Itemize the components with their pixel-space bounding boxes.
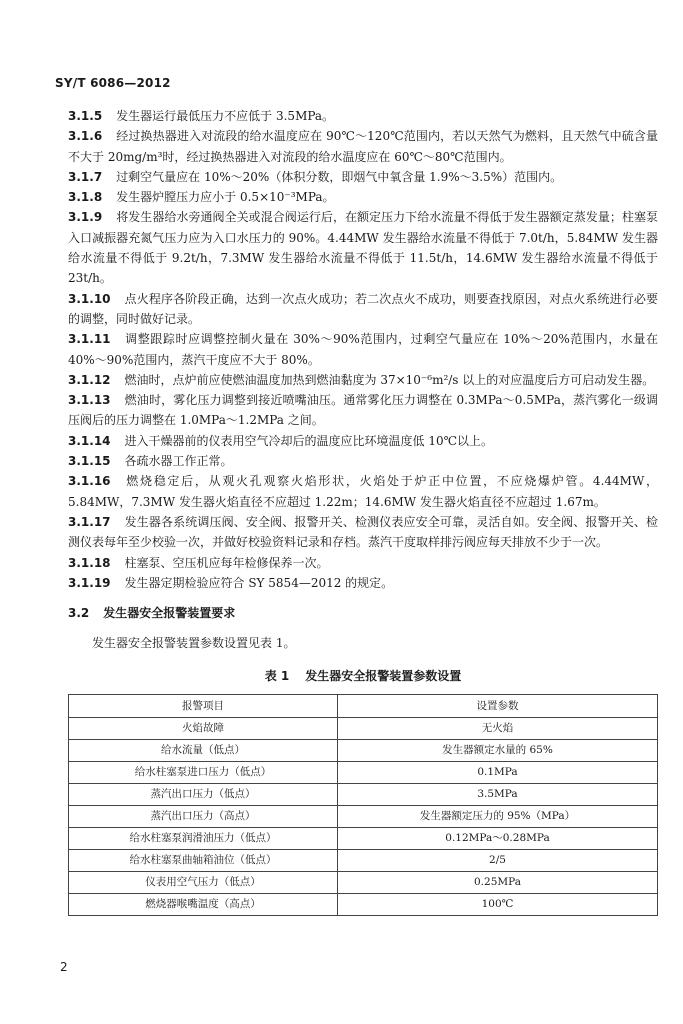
table-row	[69, 894, 658, 916]
clause-paragraph	[68, 431, 658, 451]
clause-text: 各疏水器工作正常。	[124, 454, 233, 469]
standard-code-header: SY/T 6086—2012	[55, 76, 171, 90]
clause-text: 燃油时，雾化压力调整到接近喷嘴油压。通常雾化压力调整在 0.3MPa～0.5MPa，蒸汽雾化一级调压阀后的压力调整在 1.0MPa～1.2MPa 之间。	[68, 393, 658, 428]
clause-paragraph	[68, 512, 658, 553]
clause-number: 3.1.15	[68, 454, 111, 469]
clause-paragraph	[68, 390, 658, 431]
alarm-item-cell: 火焰故障	[69, 718, 338, 740]
clause-paragraph	[68, 451, 658, 471]
alarm-item-cell: 给水流量（低点）	[69, 740, 338, 762]
table-caption-number: 表 1	[264, 668, 290, 683]
clause-paragraph	[68, 289, 658, 330]
clause-number: 3.1.8	[68, 190, 103, 205]
alarm-item-cell: 仪表用空气压力（低点）	[69, 872, 338, 894]
clause-text: 将发生器给水旁通阀全关或混合阀运行后，在额定压力下给水流量不得低于发生器额定蒸发量；柱塞泵入口减振器充氮气压力应为入口水压力的 90%。4.44MW 发生器给水流量不得低于 7.0t/h，5.84MW 发生器给水流量不得低于 9.2t/h，7.3MW 发生器给水流量不得低于 11.5t/h，14.6MW 发生器给水流量不得低于 23t/h。	[68, 210, 658, 286]
clause-text: 点火程序各阶段正确，达到一次点火成功；若二次点火不成功，则要查找原因，对点火系统进行必要的调整，同时做好记录。	[68, 291, 658, 326]
document-body	[68, 106, 658, 916]
setting-value-cell: 0.25MPa	[338, 872, 658, 894]
clause-number: 3.1.6	[68, 129, 103, 144]
clause-paragraph	[68, 370, 658, 390]
setting-value-cell: 无火焰	[338, 718, 658, 740]
section-title: 发生器安全报警装置要求	[103, 606, 236, 621]
table-row	[69, 872, 658, 894]
clause-number: 3.1.10	[68, 291, 111, 306]
table-body	[69, 718, 658, 916]
intro-paragraph: 发生器安全报警装置参数设置见表 1。	[92, 636, 296, 651]
alarm-item-cell: 给水柱塞泵曲轴箱油位（低点）	[69, 850, 338, 872]
table-row	[69, 718, 658, 740]
clause-paragraph	[68, 187, 658, 207]
setting-value-cell: 发生器额定水量的 65%	[338, 740, 658, 762]
clause-text: 发生器定期检验应符合 SY 5854—2012 的规定。	[124, 575, 394, 590]
clause-number: 3.1.16	[68, 474, 111, 489]
alarm-item-cell: 给水柱塞泵进口压力（低点）	[69, 762, 338, 784]
table-row	[69, 762, 658, 784]
clause-paragraph	[68, 573, 658, 593]
setting-value-cell: 0.12MPa～0.28MPa	[338, 828, 658, 850]
alarm-item-cell: 给水柱塞泵润滑油压力（低点）	[69, 828, 338, 850]
column-header-setting: 设置参数	[338, 695, 658, 718]
alarm-item-cell: 蒸汽出口压力（高点）	[69, 806, 338, 828]
clause-number: 3.1.13	[68, 393, 111, 408]
clause-text: 调整跟踪时应调整控制火量在 30%～90%范围内，过剩空气量应在 10%～20%范围内，水量在 40%～90%范围内，蒸汽干度应不大于 80%。	[68, 332, 658, 367]
clause-paragraph	[68, 106, 658, 126]
clause-text: 燃油时，点炉前应使燃油温度加热到燃油黏度为 37×10⁻⁶m²/s 以上的对应温度后方可启动发生器。	[124, 372, 655, 387]
table-row	[69, 828, 658, 850]
table-header-row	[69, 695, 658, 718]
clause-number: 3.1.9	[68, 210, 103, 225]
section-heading	[68, 603, 658, 623]
table-row	[69, 784, 658, 806]
clause-text: 燃烧稳定后，从观火孔观察火焰形状，火焰处于炉正中位置，不应烧爆炉管。4.44MW，5.84MW，7.3MW 发生器火焰直径不应超过 1.22m；14.6MW 发生器火焰直径不应超过 1.67m。	[68, 474, 658, 509]
section-number: 3.2	[68, 606, 90, 621]
clause-text: 过剩空气量应在 10%～20%（体积分数，即烟气中氧含量 1.9%～3.5%）范围内。	[116, 169, 563, 184]
clause-number: 3.1.17	[68, 514, 111, 529]
table-row	[69, 740, 658, 762]
page-number: 2	[60, 960, 68, 974]
clause-paragraph	[68, 471, 658, 512]
table-row	[69, 850, 658, 872]
clause-paragraph	[68, 329, 658, 370]
clause-number: 3.1.18	[68, 555, 111, 570]
clause-text: 柱塞泵、空压机应每年检修保养一次。	[124, 555, 329, 570]
clause-number: 3.1.19	[68, 575, 111, 590]
clause-number: 3.1.11	[68, 332, 111, 347]
clause-paragraph	[68, 126, 658, 167]
clause-number: 3.1.5	[68, 109, 103, 123]
setting-value-cell: 100℃	[338, 894, 658, 916]
clause-paragraph	[68, 207, 658, 288]
paragraph-list	[68, 106, 658, 593]
clause-number: 3.1.14	[68, 433, 111, 448]
setting-value-cell: 2/5	[338, 850, 658, 872]
clause-number: 3.1.7	[68, 169, 103, 184]
alarm-item-cell: 蒸汽出口压力（低点）	[69, 784, 338, 806]
column-header-alarm-item: 报警项目	[69, 695, 338, 718]
table-row	[69, 806, 658, 828]
clause-text: 发生器运行最低压力不应低于 3.5MPa。	[116, 109, 335, 123]
table-caption-title: 发生器安全报警装置参数设置	[305, 668, 462, 683]
clause-text: 发生器各系统调压阀、安全阀、报警开关、检测仪表应安全可靠，灵活自如。安全阀、报警开关、检测仪表每年至少校验一次，并做好校验资料记录和存档。蒸汽干度取样排污阀应每天排放不少于一次。	[68, 514, 658, 550]
setting-value-cell: 0.1MPa	[338, 762, 658, 784]
clause-text: 进入干燥器前的仪表用空气冷却后的温度应比环境温度低 10℃以上。	[124, 433, 494, 448]
clause-paragraph	[68, 167, 658, 187]
clause-text: 发生器炉膛压力应小于 0.5×10⁻³MPa。	[116, 190, 335, 205]
clause-text: 经过换热器进入对流段的给水温度应在 90℃～120℃范围内，若以天然气为燃料，且天然气中硫含量不大于 20mg/m³时，经过换热器进入对流段的给水温度应在 60℃～80℃范围内。	[68, 129, 658, 164]
alarm-parameter-table	[68, 694, 658, 916]
setting-value-cell: 3.5MPa	[338, 784, 658, 806]
clause-number: 3.1.12	[68, 372, 111, 387]
clause-paragraph	[68, 553, 658, 573]
setting-value-cell: 发生器额定压力的 95%（MPa）	[338, 806, 658, 828]
alarm-item-cell: 燃烧器喉嘴温度（高点）	[69, 894, 338, 916]
table-caption	[68, 666, 658, 686]
